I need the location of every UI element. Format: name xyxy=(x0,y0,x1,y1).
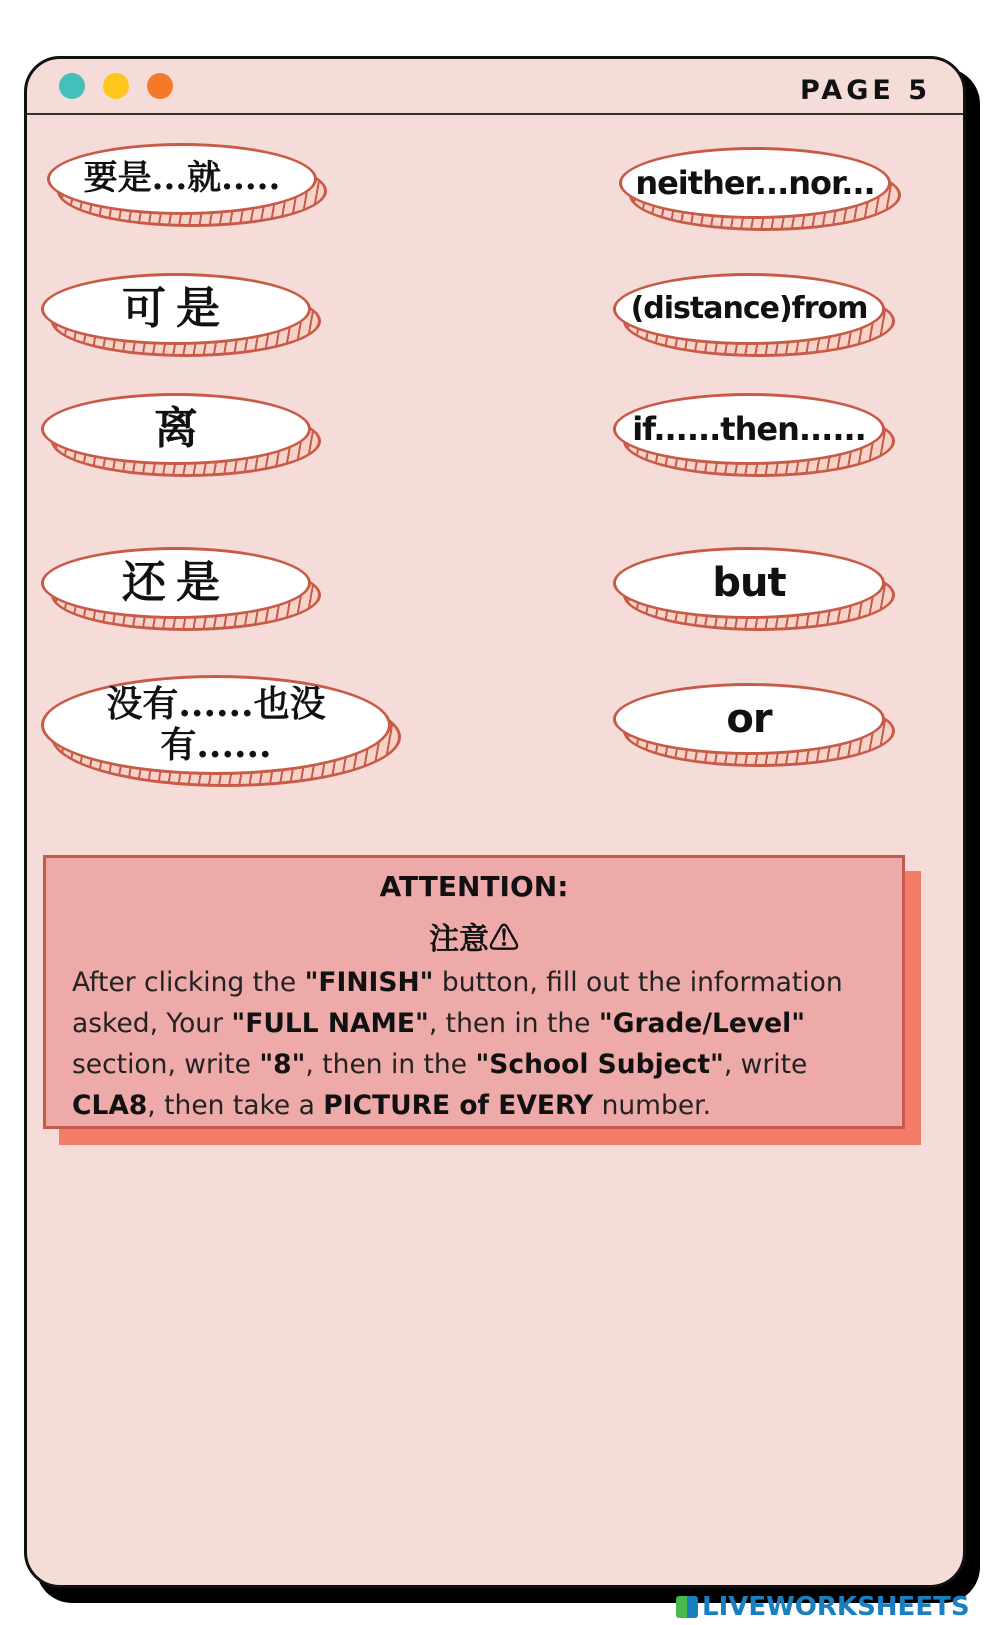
english-card-1[interactable] xyxy=(619,147,891,219)
yellow-dot-icon xyxy=(103,73,129,99)
page-label: PAGE 5 xyxy=(800,75,931,106)
english-card-3[interactable] xyxy=(613,393,885,465)
english-card-label: if......then...... xyxy=(632,409,866,448)
english-card-label: (distance)from xyxy=(630,290,868,326)
chinese-card-label: 离 xyxy=(154,402,198,454)
attention-subtitle: 注意⚠ xyxy=(429,922,519,957)
english-card-label: or xyxy=(726,696,772,742)
english-card-label: neither...nor... xyxy=(635,163,875,202)
chinese-card-label: 没有......也没有...... xyxy=(106,682,326,766)
chinese-card-4[interactable] xyxy=(41,547,311,619)
orange-dot-icon xyxy=(147,73,173,99)
attention-body: After clicking the "FINISH" button, fill out the information asked, Your "FULL NAME", then in the "Grade/Level" section, write "8", then in the "School Subject", write CLA8, then take a PICTURE of EVERY number. xyxy=(72,967,843,1121)
chinese-card-2[interactable] xyxy=(41,273,311,345)
chinese-card-label: 要是...就..... xyxy=(83,158,281,199)
watermark: LIVEWORKSHEETS xyxy=(676,1592,970,1622)
chinese-card-5[interactable] xyxy=(41,675,391,775)
english-card-2[interactable] xyxy=(613,273,885,345)
english-card-label: but xyxy=(712,560,786,606)
chinese-card-label: 可是 xyxy=(122,282,230,334)
chinese-card-1[interactable] xyxy=(47,143,317,215)
teal-dot-icon xyxy=(59,73,85,99)
chinese-card-label: 还是 xyxy=(122,556,230,608)
english-card-4[interactable] xyxy=(613,547,885,619)
title-bar xyxy=(27,59,963,115)
attention-title: ATTENTION: xyxy=(379,870,569,903)
attention-box xyxy=(43,855,905,1129)
worksheet-window xyxy=(24,56,966,1588)
liveworksheets-logo-icon xyxy=(676,1596,698,1618)
english-card-5[interactable] xyxy=(613,683,885,755)
chinese-card-3[interactable] xyxy=(41,393,311,465)
